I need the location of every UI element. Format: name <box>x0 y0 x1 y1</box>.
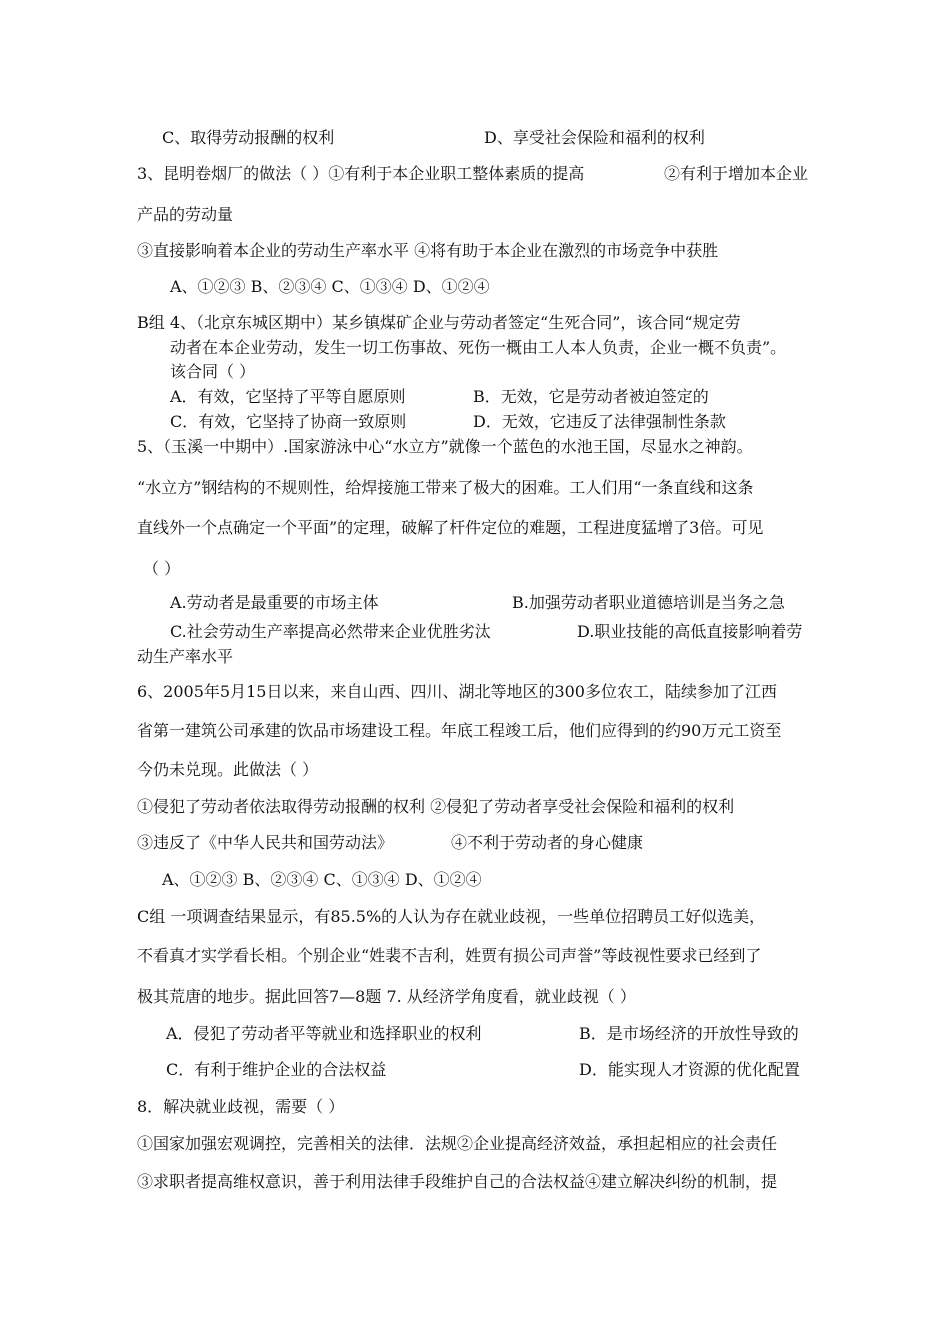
q3-stem-line1b: ②有利于增加本企业 <box>664 164 809 183</box>
q5-option-a: A.劳动者是最重要的市场主体 <box>170 593 379 612</box>
q7-option-d: D．能实现人才资源的优化配置 <box>579 1060 800 1079</box>
q5-option-b: B.加强劳动者职业道德培训是当务之急 <box>512 593 785 612</box>
q3-stem-line2: 产品的劳动量 <box>137 205 234 224</box>
q4-option-a: A．有效，它坚持了平等自愿原则 <box>170 387 406 406</box>
q6-stem-line1: 6、2005年5月15日以来，来自山西、四川、湖北等地区的300多位农工，陆续参加了江西 <box>137 682 777 701</box>
q2-option-d: D、享受社会保险和福利的权利 <box>484 128 705 147</box>
q5-stem-line1: 5、（玉溪一中期中）.国家游泳中心“水立方”就像一个蓝色的水池王国，尽显水之神韵。 <box>137 437 753 456</box>
groupc-stem-line3: 极其荒唐的地步。据此回答7—8题 7. 从经济学角度看，就业歧视（ ） <box>137 987 636 1006</box>
q6-stem-line2: 省第一建筑公司承建的饮品市场建设工程。年底工程竣工后，他们应得到的约90万元工资至 <box>137 721 782 740</box>
q6-statement-line1: ①侵犯了劳动者依法取得劳动报酬的权利 ②侵犯了劳动者享受社会保险和福利的权利 <box>137 797 735 816</box>
q2-option-c: C、取得劳动报酬的权利 <box>162 128 335 147</box>
q8-statement-line1: ①国家加强宏观调控，完善相关的法律．法规②企业提高经济效益，承担起相应的社会责任 <box>137 1134 778 1153</box>
q5-stem-line3: 直线外一个点确定一个平面”的定理，破解了杆件定位的难题，工程进度猛增了3倍。可见 <box>137 518 764 537</box>
q6-statement-line2b: ④不利于劳动者的身心健康 <box>451 833 644 852</box>
q8-stem-line1: 8．解决就业歧视，需要（ ） <box>137 1097 345 1116</box>
q4-option-b: B．无效，它是劳动者被迫签定的 <box>473 387 709 406</box>
q5-option-d: D.职业技能的高低直接影响着劳 <box>577 622 803 641</box>
q3-statement-line: ③直接影响着本企业的劳动生产率水平 ④将有助于本企业在激烈的市场竞争中获胜 <box>137 241 719 260</box>
q4-option-c: C．有效，它坚持了协商一致原则 <box>170 412 407 431</box>
q4-stem-line2: 动者在本企业劳动，发生一切工伤事故、死伤一概由工人本人负责，企业一概不负责”。 <box>170 338 787 357</box>
q5-option-d-continued: 动生产率水平 <box>137 647 234 666</box>
q3-options: A、①②③ B、②③④ C、①③④ D、①②④ <box>170 277 490 296</box>
q4-stem-line3: 该合同（ ） <box>170 362 256 381</box>
groupc-stem-line2: 不看真才实学看长相。个别企业“姓裴不吉利，姓贾有损公司声誉”等歧视性要求已经到了 <box>137 946 762 965</box>
q6-options: A、①②③ B、②③④ C、①③④ D、①②④ <box>162 870 482 889</box>
q4-option-d: D．无效，它违反了法律强制性条款 <box>473 412 726 431</box>
q8-statement-line2: ③求职者提高维权意识，善于利用法律手段维护自己的合法权益④建立解决纠纷的机制，提 <box>137 1172 778 1191</box>
q5-option-c: C.社会劳动生产率提高必然带来企业优胜劣汰 <box>170 622 491 641</box>
q5-stem-line4: （ ） <box>143 559 181 578</box>
groupc-stem-line1: C组 一项调查结果显示，有85.5%的人认为存在就业歧视，一些单位招聘员工好似选美， <box>137 907 766 926</box>
q6-statement-line2a: ③违反了《中华人民共和国劳动法》 <box>137 833 394 852</box>
q5-stem-line2: “水立方”钢结构的不规则性，给焊接施工带来了极大的困难。工人们用“一条直线和这条 <box>137 478 754 497</box>
q7-option-b: B．是市场经济的开放性导致的 <box>579 1024 799 1043</box>
q6-stem-line3: 今仍未兑现。此做法（ ） <box>137 760 319 779</box>
q3-stem-line1a: 3、昆明卷烟厂的做法（ ）①有利于本企业职工整体素质的提高 <box>137 164 585 183</box>
q4-stem-line1: B组 4、（北京东城区期中）某乡镇煤矿企业与劳动者签定“生死合同”，该合同“规定劳 <box>137 313 741 332</box>
q7-option-c: C．有利于维护企业的合法权益 <box>166 1060 387 1079</box>
q7-option-a: A．侵犯了劳动者平等就业和选择职业的权利 <box>166 1024 482 1043</box>
